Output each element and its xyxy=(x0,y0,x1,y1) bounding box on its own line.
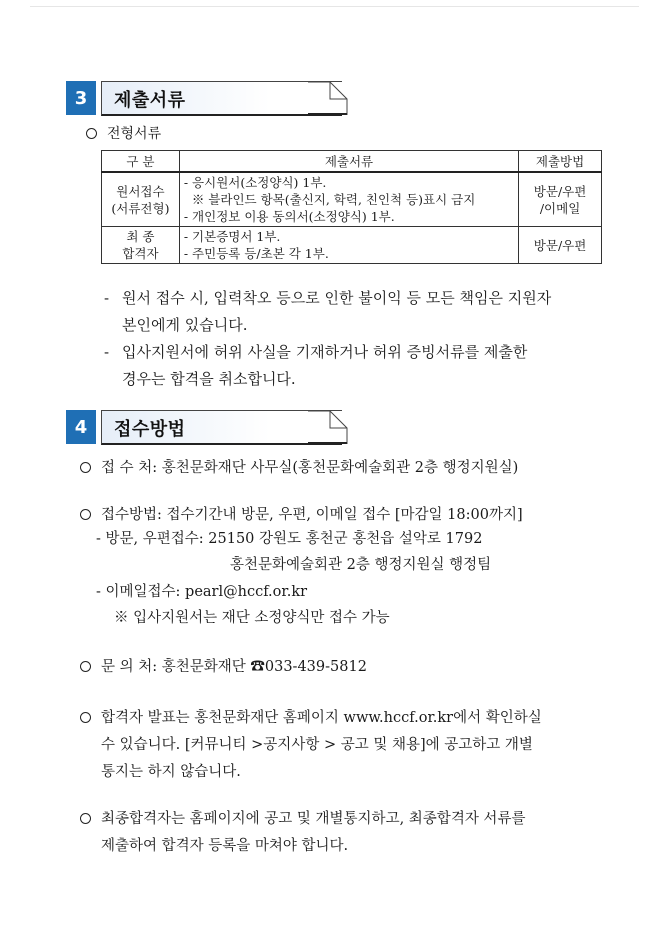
documents-table xyxy=(101,150,602,264)
circle-bullet-icon xyxy=(80,813,91,824)
category-text: 원서접수 xyxy=(116,183,165,199)
category-cell xyxy=(102,172,180,227)
final-registration-text: 최종합격자는 홈페이지에 공고 및 개별통지하고, 최종합격자 서류를 xyxy=(101,811,526,827)
top-divider xyxy=(30,6,639,7)
documents-cell xyxy=(179,172,518,227)
circle-bullet-icon xyxy=(80,462,91,473)
visit-address-cont: 홍천문화예술회관 2층 행정지원실 행정팀 xyxy=(230,557,492,573)
folded-corner-icon xyxy=(308,81,348,115)
contact xyxy=(80,655,367,676)
document-item: - 기본증명서 1부. xyxy=(183,229,281,244)
category-text: 최 종 xyxy=(126,229,155,244)
circle-bullet-icon xyxy=(80,509,91,520)
table-row xyxy=(102,227,602,264)
reception-place xyxy=(80,456,518,477)
document-item: - 응시원서(소정양식) 1부. xyxy=(183,175,327,190)
section-title: 제출서류 xyxy=(114,90,186,111)
email-address: - 이메일접수: pearl@hccf.or.kr xyxy=(96,584,308,600)
dash-bullet: - xyxy=(104,289,110,307)
contact-text: 문 의 처: 홍천문화재단 ☎033-439-5812 xyxy=(101,659,367,675)
col-header-method: 제출방법 xyxy=(519,151,602,173)
visit-address: - 방문, 우편접수: 25150 강원도 홍천군 홍천읍 설악로 1792 xyxy=(96,531,483,547)
category-cell xyxy=(102,227,180,264)
announcement-cont: 통지는 하지 않습니다. xyxy=(101,764,241,780)
method-cell xyxy=(519,227,602,264)
document-note: ※ 블라인드 항목(출신지, 학력, 친인척 등)표시 금지 xyxy=(191,192,476,207)
final-registration xyxy=(80,807,525,828)
category-text: 합격자 xyxy=(122,246,159,261)
method-cell xyxy=(519,172,602,227)
method-text: /이메일 xyxy=(539,200,581,216)
note-text: 경우는 합격을 취소합니다. xyxy=(122,370,296,388)
document-item: - 개인정보 이용 동의서(소정양식) 1부. xyxy=(183,209,395,224)
announcement xyxy=(80,706,542,727)
note-1 xyxy=(104,285,604,339)
email-note: ※ 입사지원서는 재단 소정양식만 접수 가능 xyxy=(114,610,390,626)
circle-bullet-icon xyxy=(80,661,91,672)
subtitle xyxy=(86,123,161,143)
note-text: 본인에게 있습니다. xyxy=(122,316,248,334)
section-number: 4 xyxy=(66,410,96,444)
announcement-cont: 수 있습니다. [커뮤니티 >공지사항 > 공고 및 채용]에 공고하고 개별 xyxy=(101,737,533,753)
final-registration-cont: 제출하여 합격자 등록을 마쳐야 합니다. xyxy=(101,838,349,854)
method-text: 방문/우편 xyxy=(533,237,587,253)
documents-cell xyxy=(179,227,518,264)
category-text: (서류전형) xyxy=(111,200,170,216)
col-header-documents: 제출서류 xyxy=(179,151,518,173)
col-header-category: 구 분 xyxy=(102,151,180,173)
reception-place-text: 접 수 처: 홍천문화재단 사무실(홍천문화예술회관 2층 행정지원실) xyxy=(101,460,519,476)
reception-method-text: 접수방법: 접수기간내 방문, 우편, 이메일 접수 [마감일 18:00까지] xyxy=(101,507,523,523)
section-number: 3 xyxy=(66,81,96,115)
section-title: 접수방법 xyxy=(114,419,186,440)
dash-bullet: - xyxy=(104,343,110,361)
method-text: 방문/우편 xyxy=(533,183,587,199)
reception-method xyxy=(80,503,523,524)
circle-bullet-icon xyxy=(80,712,91,723)
subtitle-text: 전형서류 xyxy=(107,126,162,142)
circle-bullet-icon xyxy=(86,128,97,139)
folded-corner-icon xyxy=(308,410,348,444)
note-2 xyxy=(104,339,604,393)
note-text: 원서 접수 시, 입력착오 등으로 인한 불이익 등 모든 책임은 지원자 xyxy=(122,289,552,307)
announcement-text: 합격자 발표는 홍천문화재단 홈페이지 www.hccf.or.kr에서 확인하실 xyxy=(101,710,542,726)
table-header-row xyxy=(102,151,602,173)
document-item: - 주민등록 등/초본 각 1부. xyxy=(183,246,329,261)
table-row xyxy=(102,172,602,227)
section-3-header xyxy=(66,81,348,115)
note-text: 입사지원서에 허위 사실을 기재하거나 허위 증빙서류를 제출한 xyxy=(122,343,528,361)
section-4-header xyxy=(66,410,348,444)
